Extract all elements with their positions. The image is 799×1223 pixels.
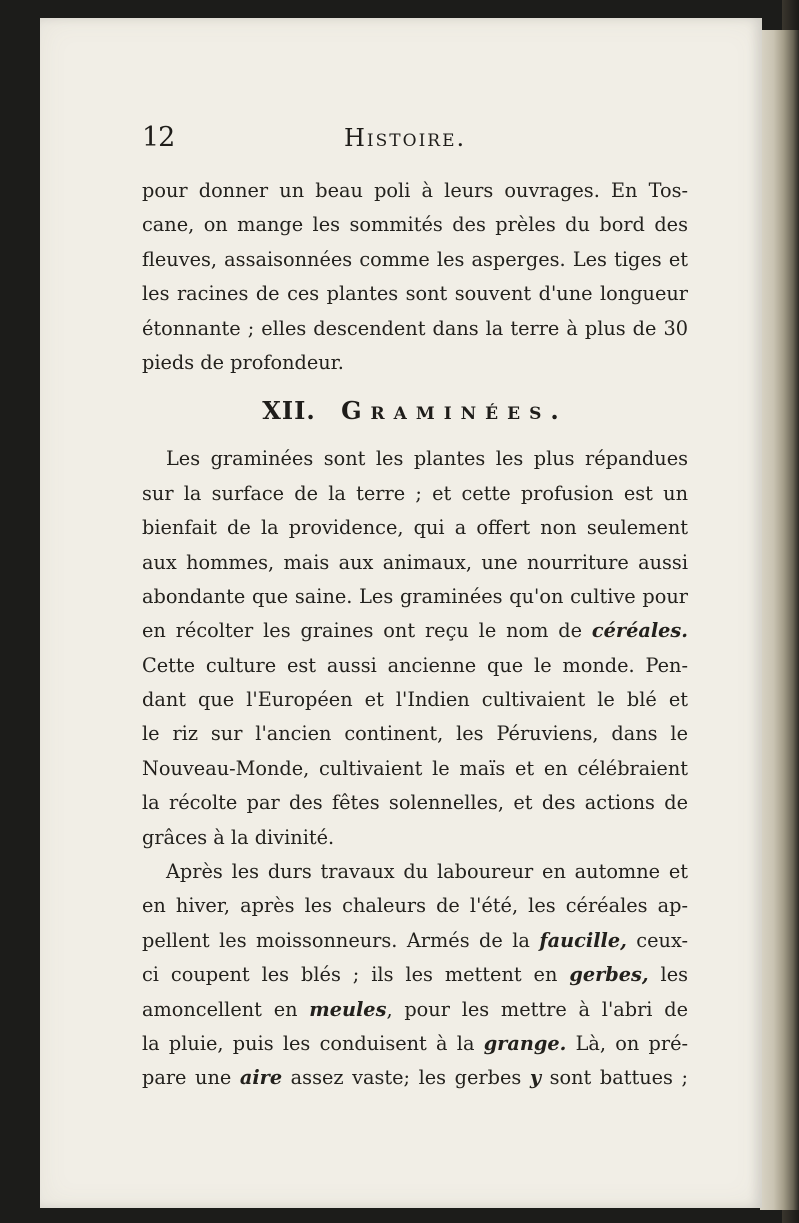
text-run: assez vaste; les gerbes: [282, 1066, 530, 1090]
italic-term: aire: [239, 1066, 283, 1090]
text-line: [142, 821, 688, 855]
text-line: [142, 442, 688, 476]
text-run: ceux-: [626, 928, 688, 952]
text-line: pieds de profondeur.: [142, 350, 344, 374]
facing-page-edge: [760, 30, 799, 1210]
text-line: [142, 580, 688, 614]
page-header: [142, 122, 688, 162]
text-line: [142, 924, 688, 958]
page-body: [142, 174, 688, 1096]
text-line: pour donner un beau poli à leurs ouvrages. En Tos-: [142, 179, 688, 202]
text-run: la pluie, puis les conduisent à la: [142, 1031, 484, 1055]
page-number: 12: [142, 122, 175, 153]
paragraph-3: [142, 855, 688, 1096]
text-run: aux hommes, mais aux animaux, une nourriture aussi: [142, 550, 688, 574]
text-run: Cette culture est aussi ancienne que le monde. Pen-: [142, 653, 688, 677]
text-run: en hiver, après les chaleurs de l'été, les céréales ap-: [142, 894, 688, 918]
text-run: abondante que saine. Les graminées qu'on cultive pour: [142, 584, 688, 608]
text-line: [142, 958, 688, 992]
paragraph-2: [142, 442, 688, 855]
text-run: sont battues ;: [541, 1066, 688, 1090]
text-run: pare une: [142, 1066, 240, 1090]
text-run: la récolte par des fêtes solennelles, et des actions de: [142, 791, 688, 815]
text-run: le riz sur l'ancien continent, les Péruviens, dans le: [142, 722, 688, 746]
text-run: dant que l'Européen et l'Indien cultivaient le blé et: [142, 688, 688, 712]
text-line: [142, 546, 688, 580]
paragraph-1: [142, 174, 688, 380]
text-run: grâces à la divinité.: [142, 825, 335, 849]
text-line: [142, 855, 688, 889]
text-line: [142, 649, 688, 683]
text-line: [142, 786, 688, 820]
text-run: , pour les mettre à l'abri de: [386, 997, 688, 1021]
text-line: [142, 889, 688, 923]
italic-term: faucille,: [539, 928, 627, 952]
text-line: les racines de ces plantes sont souvent d'une longueur: [142, 282, 688, 306]
text-run: Les graminées sont les plantes les plus répandues: [166, 447, 688, 471]
italic-term: grange.: [483, 1031, 567, 1055]
text-run: ci coupent les blés ; ils les mettent en: [142, 963, 570, 987]
text-run: pellent les moissonneurs. Armés de la: [142, 928, 540, 952]
italic-term: meules: [309, 997, 387, 1021]
text-line: [142, 477, 688, 511]
text-line: fleuves, assaisonnées comme les asperges. Les tiges et: [142, 247, 688, 271]
text-line: [142, 752, 688, 786]
text-line: [142, 614, 688, 648]
text-line: [142, 717, 688, 751]
section-heading: [142, 382, 688, 440]
text-line: [142, 683, 688, 717]
text-line: [142, 993, 688, 1027]
section-title: Graminées.: [341, 396, 568, 426]
text-run: sur la surface de la terre ; et cette profusion est un: [142, 481, 688, 505]
text-line: étonnante ; elles descendent dans la terre à plus de 30: [142, 316, 688, 340]
italic-term: y: [529, 1066, 542, 1090]
text-run: Là, on pré-: [566, 1031, 689, 1055]
running-title: Histoire.: [344, 124, 467, 152]
italic-term: céréales.: [591, 619, 688, 643]
text-run: Après les durs travaux du laboureur en automne et: [166, 860, 688, 884]
text-line: [142, 1027, 688, 1061]
text-run: amoncellent en: [142, 997, 310, 1021]
text-run: Nouveau-Monde, cultivaient le maïs et en célébraient: [142, 756, 688, 780]
text-line: [142, 1061, 688, 1095]
italic-term: gerbes,: [569, 963, 649, 987]
text-run: les: [648, 963, 688, 987]
text-line: [142, 511, 688, 545]
text-run: en récolter les graines ont reçu le nom de: [142, 619, 592, 643]
section-number: XII.: [262, 396, 316, 426]
text-line: cane, on mange les sommités des prèles du bord des: [142, 213, 688, 237]
text-run: bienfait de la providence, qui a offert non seulement: [142, 516, 688, 540]
